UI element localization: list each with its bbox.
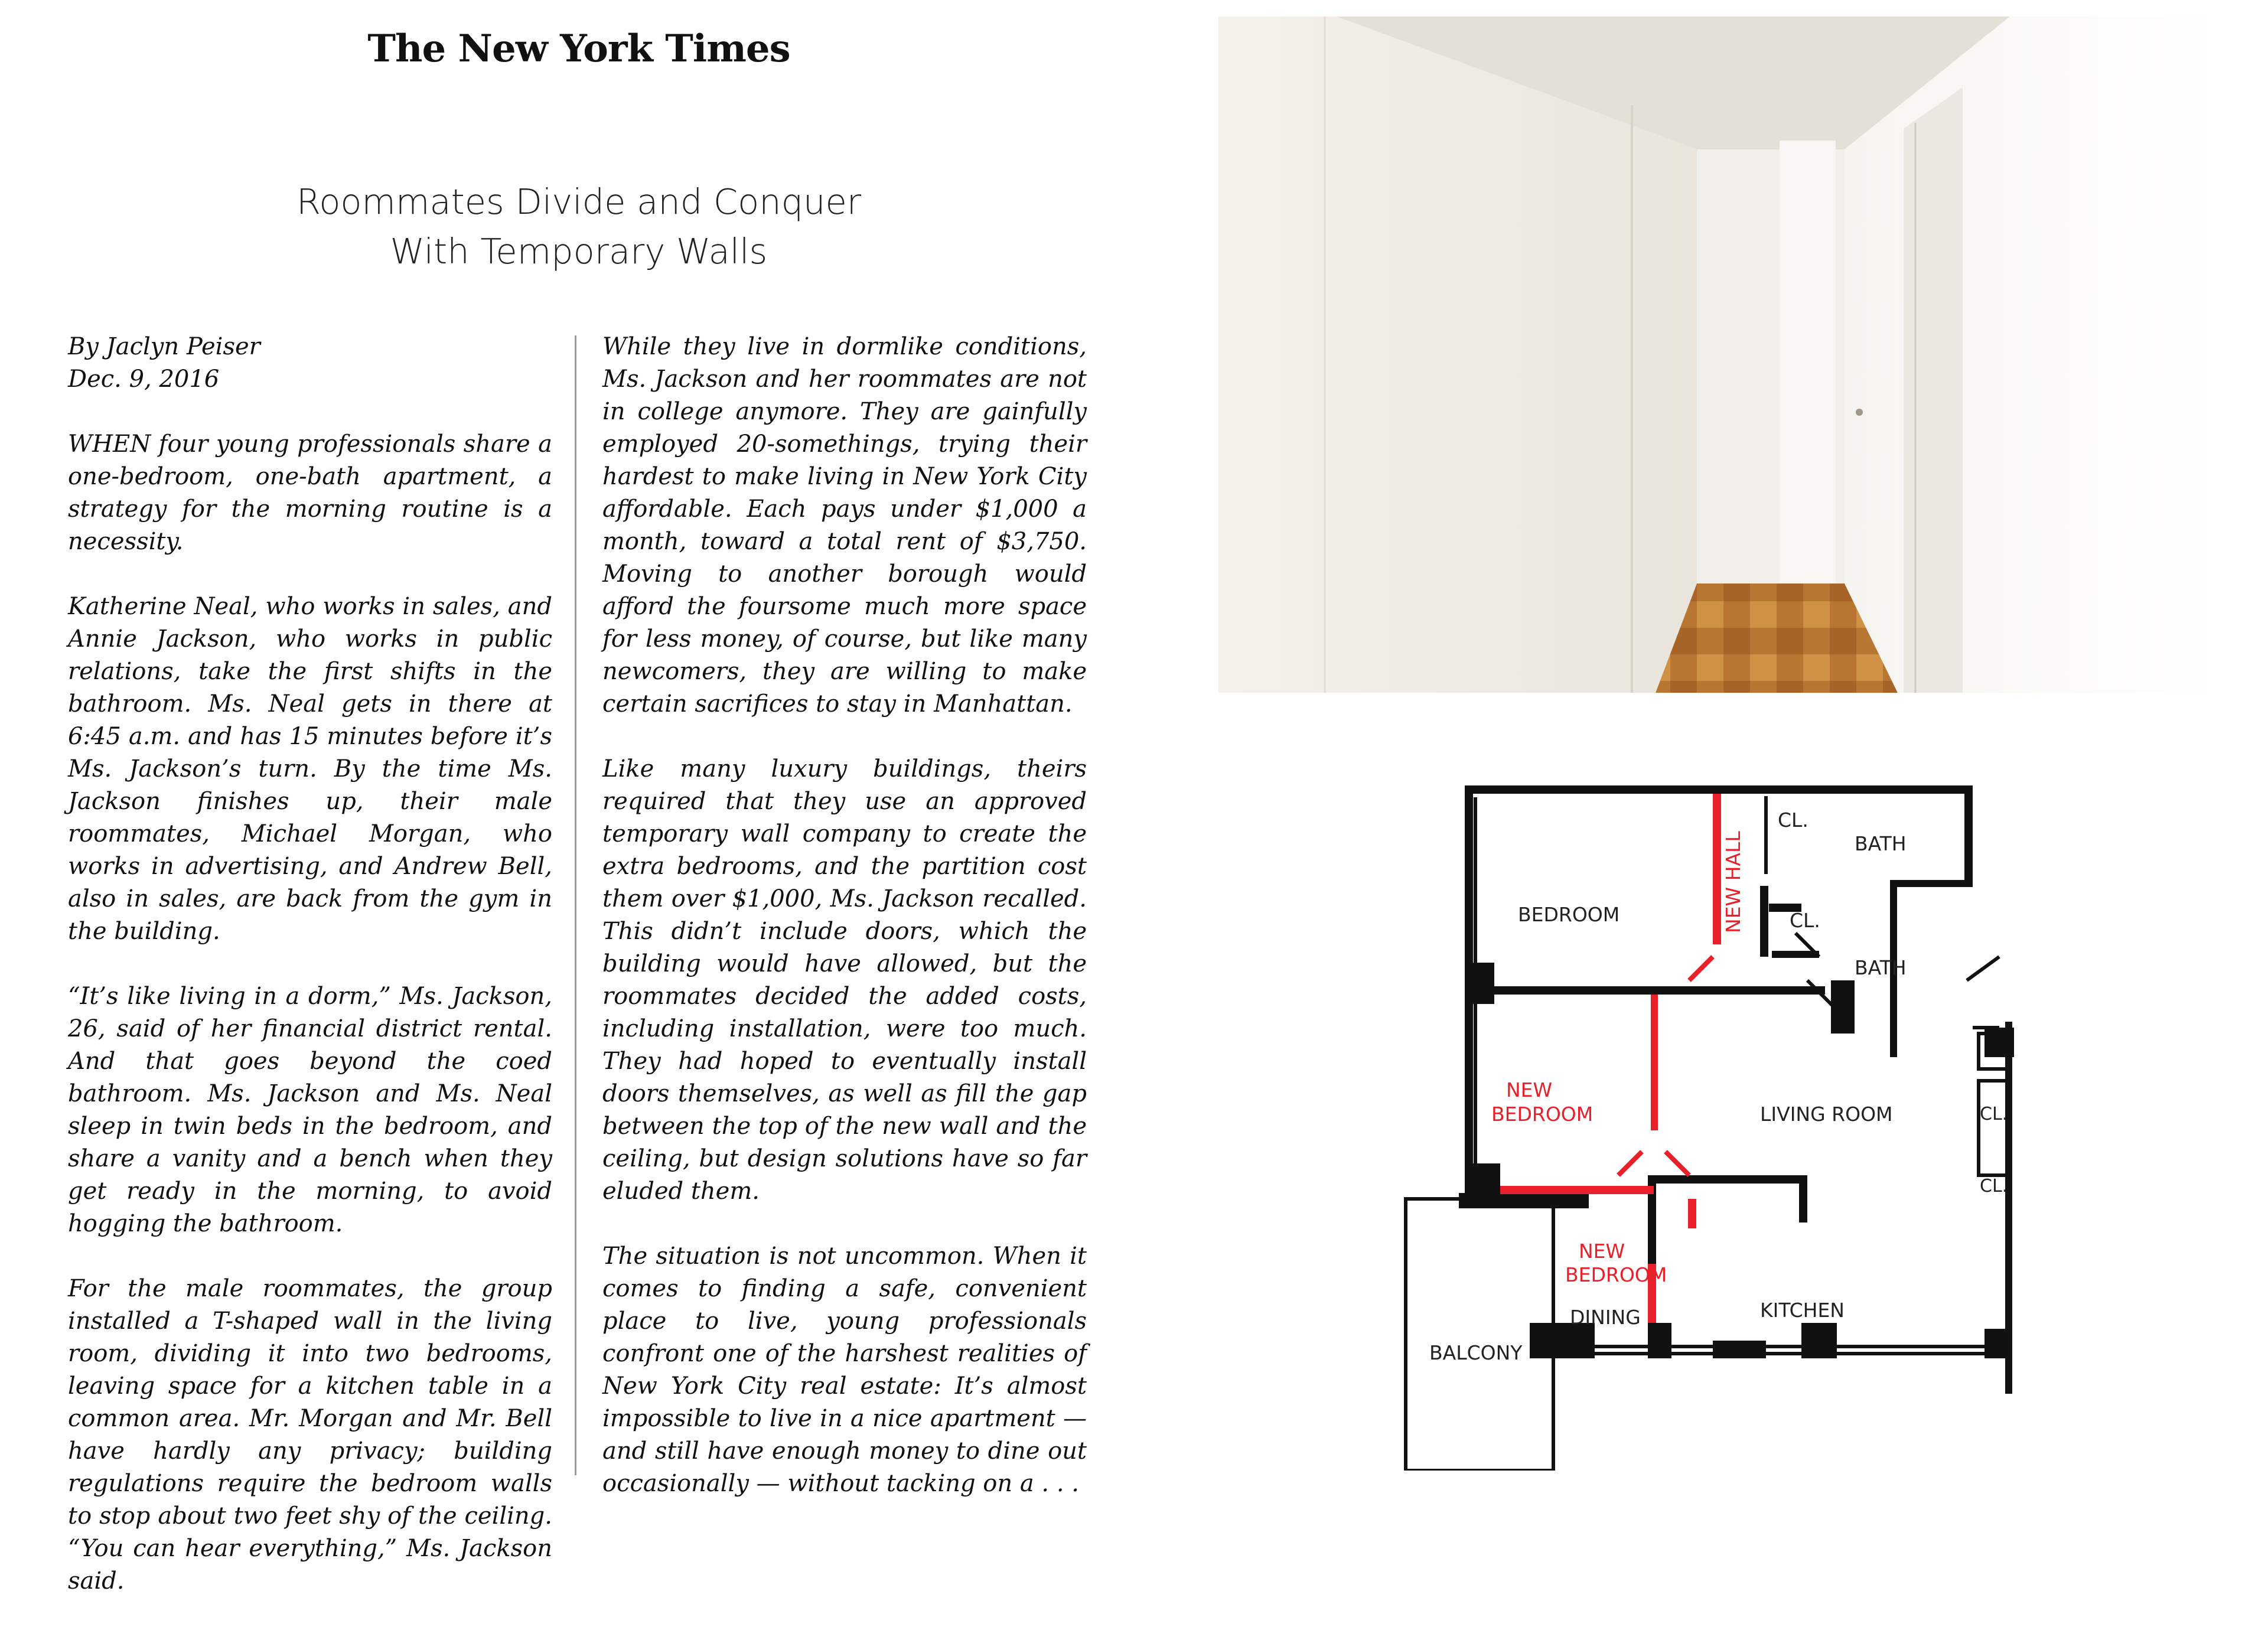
label-kitchen: KITCHEN: [1760, 1299, 1845, 1322]
paragraph: Like many luxury buildings, theirs required that they use an approved temporary wall company to create the extra bedrooms, and the partition cost them over $1,000, Ms. Jackson recalled. This didn’t include doors, which the building would have allowed, but the roommates decided the added costs, including installation, were too much. They had hoped to eventually install doors themselves, as well as fill the gap between the top of the new wall and the ceiling, but design solutions have so far eluded them.: [602, 755, 1087, 1205]
headline: [165, 177, 992, 276]
paragraph: The situation is not uncommon. When it comes to finding a safe, convenient place to live, young professionals confront one of the harshest realities of New York City real estate: It’s almost impossible to live in a nice apartment — and still have enough money to dine out occasionally — without tacking on a . . .: [602, 1243, 1087, 1497]
paragraph: “It’s like living in a dorm,” Ms. Jackson, 26, said of her financial district rental. And that goes beyond the coed bathroom. Ms. Jackson and Ms. Neal sleep in twin beds in the bedroom, and share a vanity and a bench when they get ready in the morning, to avoid hogging the bathroom.: [68, 983, 552, 1237]
label-bath-1: BATH: [1855, 832, 1907, 855]
label-new-bedroom-2: BEDROOM: [1565, 1263, 1667, 1286]
label-new-2: NEW: [1579, 1240, 1625, 1263]
label-cl-2: CL.: [1790, 909, 1820, 932]
label-cl-4: CL.: [1980, 1176, 2008, 1197]
headline-line-1: Roommates Divide and Conquer: [296, 181, 862, 222]
label-cl-3: CL.: [1980, 1104, 2008, 1124]
byline: [68, 331, 552, 396]
hallway-photo: [1218, 17, 2217, 693]
column-divider: [575, 335, 576, 1475]
byline-date: Dec. 9, 2016: [68, 366, 220, 393]
paragraph: For the male roommates, the group installed a T-shaped wall in the living room, dividing it into two bedrooms, leaving space for a kitchen table in a common area. Mr. Morgan and Mr. Bell have hardly any privacy; building regulations require the bedroom walls to stop about two feet shy of the ceiling. “You can hear everything,” Ms. Jackson said.: [68, 1275, 552, 1595]
balcony-outline: [1406, 796, 2008, 1471]
paragraph: WHEN four young professionals share a one-bedroom, one-bath apartment, a strategy for the morning routine is a necessity.: [68, 431, 552, 555]
label-dining: DINING: [1570, 1306, 1641, 1329]
label-new-1: NEW: [1506, 1078, 1553, 1101]
paragraph: Katherine Neal, who works in sales, and Annie Jackson, who works in public relations, take the first shifts in the bathroom. Ms. Neal gets in there at 6:45 a.m. and has 15 minutes before it’s Ms. Jackson’s turn. By the time Ms. Jackson finishes up, their male roommates, Michael Morgan, who works in advertising, and Andrew Bell, also in sales, are back from the gym in the building.: [68, 593, 552, 945]
paragraph: While they live in dormlike conditions, Ms. Jackson and her roommates are not in college anymore. They are gainfully employed 20-somethings, trying their hardest to make living in New York City affordable. Each pays under $1,000 a month, toward a total rent of $3,750. Moving to another borough would afford the foursome much more space for less money, of course, but like many newcomers, they are willing to make certain sacrifices to stay in Manhattan.: [602, 333, 1087, 718]
headline-line-2: With Temporary Walls: [390, 231, 768, 272]
floor-plan: [1382, 785, 2091, 1471]
label-bedroom: BEDROOM: [1518, 903, 1620, 926]
label-bath-2: BATH: [1855, 956, 1907, 979]
label-cl-1: CL.: [1778, 809, 1808, 832]
label-new-hall: NEW HALL: [1722, 831, 1745, 933]
byline-author: By Jaclyn Peiser: [68, 333, 260, 360]
label-new-bedroom-1: BEDROOM: [1491, 1103, 1594, 1126]
label-balcony: BALCONY: [1429, 1341, 1523, 1364]
masthead-logo: The New York Times: [367, 27, 790, 71]
article-column-2: [602, 331, 1087, 1533]
label-living-room: LIVING ROOM: [1760, 1103, 1893, 1126]
article-column-1: [68, 331, 552, 1630]
